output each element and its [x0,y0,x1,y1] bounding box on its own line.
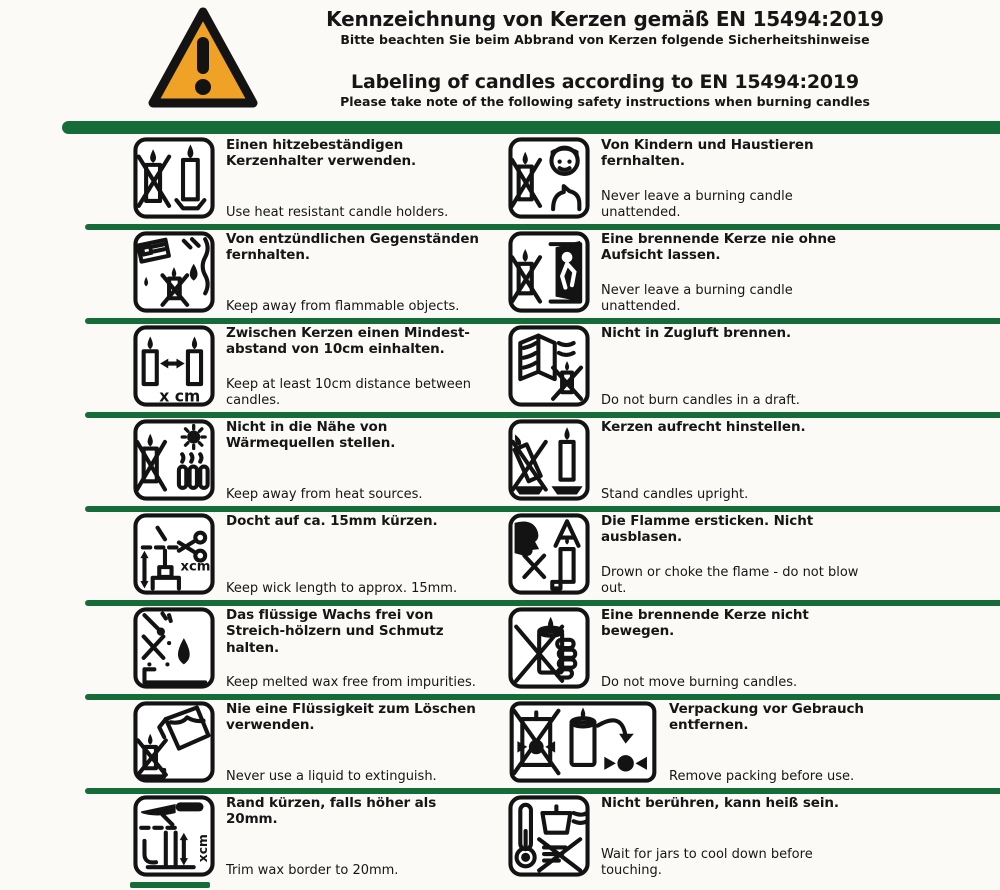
scissors-trimming-wick-icon [133,513,215,595]
instruction-cell [508,513,883,599]
instruction-en: Keep away from flammable objects. [226,299,460,315]
crossed-candle-vs-candle-in-holder-icon [133,137,215,219]
instruction-cell [508,701,883,787]
title-german: Kennzeichnung von Kerzen gemäß EN 15494:2019 [326,7,884,31]
instruction-en: Keep melted wax free from impurities. [226,675,476,691]
instruction-cell [508,137,883,223]
instruction-cell [133,795,508,881]
instruction-row [0,419,1000,505]
crossed-hand-grabbing-burning-candle-icon [508,607,590,689]
instruction-de: Zwischen Kerzen einen Mindest-abstand von 10cm einhalten. [226,325,470,358]
row-divider [85,318,1000,324]
instruction-de: Nicht in Zugluft brennen. [601,325,792,341]
instruction-row [0,701,1000,787]
instruction-cell [133,701,508,787]
row-divider [85,694,1000,700]
instruction-row [0,513,1000,599]
border-height-label: xcm [195,834,210,863]
crossed-candle-child-and-cat-icon [508,137,590,219]
instruction-de: Kerzen aufrecht hinstellen. [601,419,806,435]
warning-triangle-icon [147,5,259,121]
instruction-cell [508,795,883,881]
instruction-de: Das flüssige Wachs frei von Streich-hölzern und Schmutz halten. [226,607,444,656]
row-divider [85,506,1000,512]
instruction-cell [508,419,883,505]
distance-label: x cm [159,387,201,406]
instruction-de: Von entzündlichen Gegenständen fernhalten. [226,231,479,264]
instruction-de: Eine brennende Kerze nicht bewegen. [601,607,809,640]
row-divider [85,788,1000,794]
instruction-cell [508,325,883,411]
subtitle-english: Please take note of the following safety instructions when burning candles [340,94,870,109]
instruction-cell [133,419,508,505]
instruction-cell [133,325,508,411]
crossed-candle-newspaper-flames-curtain-icon [133,231,215,313]
thermometer-hot-jar-crossed-hand-icon [508,795,590,877]
subtitle-german: Bitte beachten Sie beim Abbrand von Kerzen folgende Sicherheitshinweise [340,32,870,47]
instruction-en: Do not burn candles in a draft. [601,393,800,409]
header [0,0,1000,121]
instruction-de: Nicht berühren, kann heiß sein. [601,795,839,811]
instruction-en: Keep away from heat sources. [226,487,423,503]
instruction-de: Nie eine Flüssigkeit zum Löschen verwenden. [226,701,476,734]
instruction-en: Drown or choke the flame - do not blow out. [601,565,859,597]
crossed-candle-pouring-jug-icon [133,701,215,783]
instruction-en: Never leave a burning candle unattended. [601,189,793,221]
instruction-row [0,325,1000,411]
instruction-en: Keep wick length to approx. 15mm. [226,581,458,597]
header-divider [62,121,1000,134]
instruction-cell [508,231,883,317]
row-divider [85,224,1000,230]
title-english: Labeling of candles according to EN 15494:2019 [351,71,859,93]
instruction-row [0,795,1000,881]
tilted-candle-crossed-upright-candle-icon [508,419,590,501]
instruction-row [0,231,1000,317]
instruction-cell [133,513,508,599]
instruction-en: Wait for jars to cool down before touching. [601,847,813,879]
instruction-row [0,607,1000,693]
instruction-de: Verpackung vor Gebrauch entfernen. [669,701,864,734]
instruction-en: Never leave a burning candle unattended. [601,283,793,315]
crossed-wrapped-candle-unwrap-arrow-icon [508,701,658,783]
instruction-cell [133,137,508,223]
instruction-en: Stand candles upright. [601,487,749,503]
crossed-match-falling-into-wax-icon [133,607,215,689]
instruction-de: Nicht in die Nähe von Wärmequellen stellen. [226,419,396,452]
row-divider [85,412,1000,418]
instruction-cell [133,607,508,693]
instruction-en: Remove packing before use. [669,769,855,785]
instruction-en: Use heat resistant candle holders. [226,205,449,221]
instruction-en: Never use a liquid to extinguish. [226,769,437,785]
knife-trimming-wax-border-icon [133,795,215,877]
instruction-de: Einen hitzebeständigen Kerzenhalter verwenden. [226,137,417,170]
instruction-de: Die Flamme ersticken. Nicht ausblasen. [601,513,814,546]
instruction-cell [508,607,883,693]
instruction-row [0,137,1000,223]
instruction-de: Eine brennende Kerze nie ohne Aufsicht lassen. [601,231,836,264]
crossed-blowing-face-snuffer-candle-icon [508,513,590,595]
draft-window-crossed-candle-icon [508,325,590,407]
instruction-de: Rand kürzen, falls höher als 20mm. [226,795,437,828]
instruction-de: Docht auf ca. 15mm kürzen. [226,513,438,529]
instruction-en: Trim wax border to 20mm. [226,863,399,879]
crossed-candle-sun-radiator-icon [133,419,215,501]
row-divider [85,600,1000,606]
instruction-cell [133,231,508,317]
wick-length-label: xcm [180,559,211,575]
two-candles-distance-arrow-icon [133,325,215,407]
instruction-en: Do not move burning candles. [601,675,798,691]
instruction-rows [0,137,1000,888]
title-block [315,7,895,109]
instruction-en: Keep at least 10cm distance between candles. [226,377,471,409]
bottom-divider-fragment [130,882,210,888]
crossed-candle-person-leaving-door-icon [508,231,590,313]
instruction-de: Von Kindern und Haustieren fernhalten. [601,137,814,170]
